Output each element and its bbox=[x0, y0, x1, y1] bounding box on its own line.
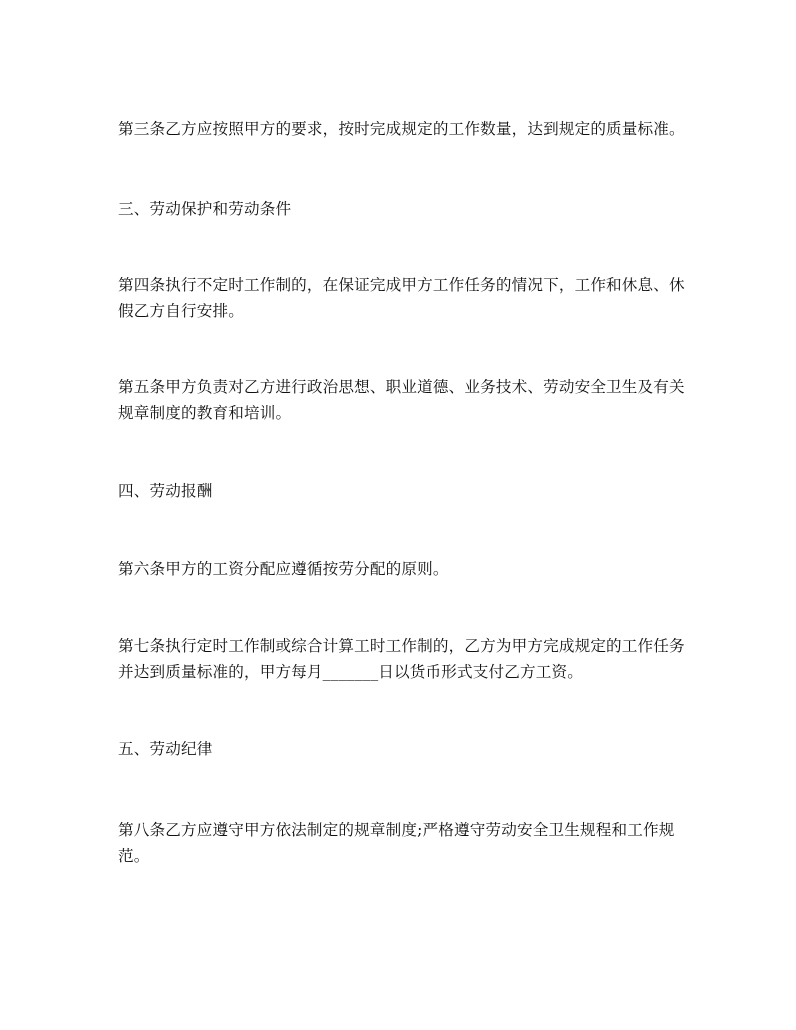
article-3-paragraph: 第三条乙方应按照甲方的要求，按时完成规定的工作数量，达到规定的质量标准。 bbox=[118, 120, 685, 138]
section-4-heading: 四、劳动报酬 bbox=[118, 482, 213, 500]
article-8-paragraph: 第八条乙方应遵守甲方依法制定的规章制度;严格遵守劳动安全卫生规程和工作规范。 bbox=[118, 821, 675, 865]
article-4-paragraph: 第四条执行不定时工作制的，在保证完成甲方工作任务的情况下，工作和休息、休假乙方自行安排。 bbox=[118, 276, 685, 320]
article-5-paragraph: 第五条甲方负责对乙方进行政治思想、职业道德、业务技术、劳动安全卫生及有关规章制度的教育和培训。 bbox=[118, 378, 685, 422]
article-6-paragraph: 第六条甲方的工资分配应遵循按劳分配的原则。 bbox=[118, 560, 449, 578]
article-7-paragraph: 第七条执行定时工作制或综合计算工时工作制的，乙方为甲方完成规定的工作任务并达到质量标准的，甲方每月_______日以货币形式支付乙方工资。 bbox=[118, 637, 685, 681]
section-5-heading: 五、劳动纪律 bbox=[118, 740, 213, 758]
section-3-heading: 三、劳动保护和劳动条件 bbox=[118, 200, 292, 218]
